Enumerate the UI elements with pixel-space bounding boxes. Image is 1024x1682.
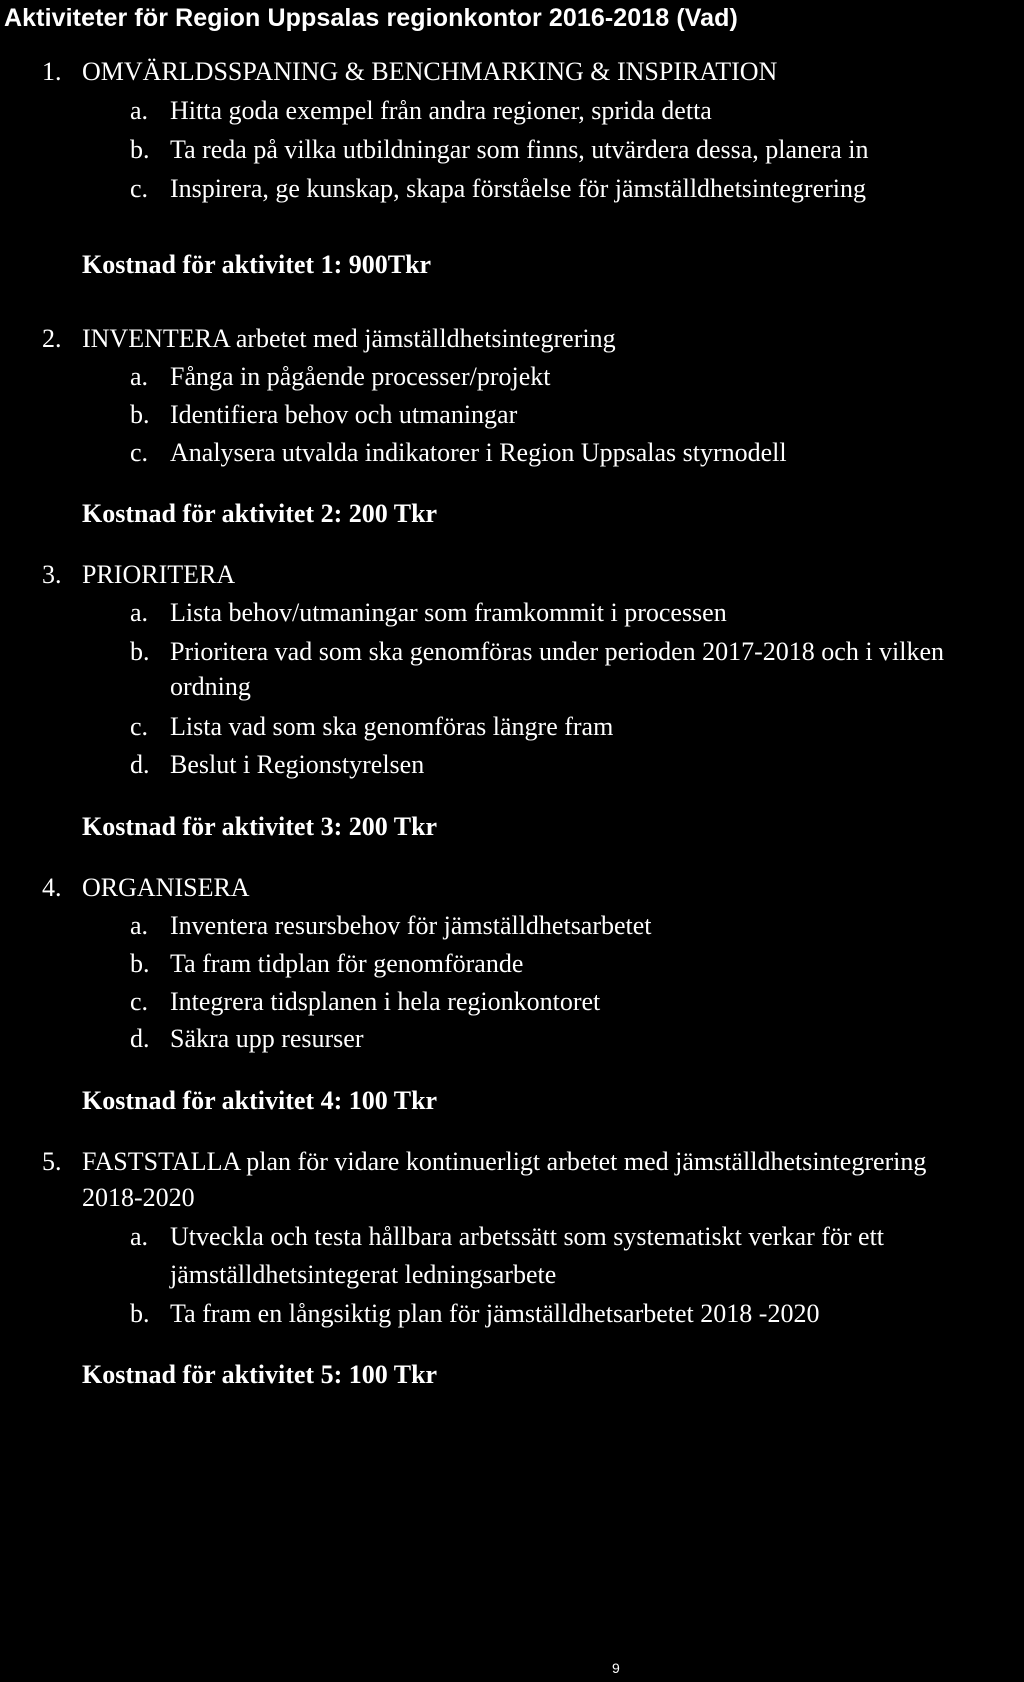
item-letter: a. xyxy=(130,362,149,391)
item-text: Ta reda på vilka utbildningar som finns, utvärdera dessa, planera in xyxy=(170,135,869,164)
item-text: Analysera utvalda indikatorer i Region Uppsalas styrnodell xyxy=(170,438,787,467)
item-text: Säkra upp resurser xyxy=(170,1024,364,1053)
item-letter: b. xyxy=(130,949,150,978)
item-text: Utveckla och testa hållbara arbetssätt som systematiskt verkar för ett xyxy=(170,1222,885,1251)
item-text: Lista behov/utmaningar som framkommit i processen xyxy=(170,598,727,627)
section-heading: INVENTERA arbetet med jämställdhetsintegrering xyxy=(82,324,616,353)
cost-line: Kostnad för aktivitet 1: 900Tkr xyxy=(82,250,432,279)
page-number: 9 xyxy=(612,1660,620,1676)
item-letter: b. xyxy=(130,1299,150,1328)
section-heading: PRIORITERA xyxy=(82,560,236,589)
item-text-continuation: jämställdhetsintegerat ledningsarbete xyxy=(170,1260,557,1289)
item-text: Ta fram en långsiktig plan för jämställdhetsarbetet 2018 -2020 xyxy=(170,1299,820,1328)
section-heading: OMVÄRLDSSPANING & BENCHMARKING & INSPIRATION xyxy=(82,57,778,86)
item-text: Integrera tidsplanen i hela regionkontoret xyxy=(170,987,601,1016)
item-letter: a. xyxy=(130,1222,149,1251)
cost-line: Kostnad för aktivitet 5: 100 Tkr xyxy=(82,1360,438,1389)
document-title: Aktiviteter för Region Uppsalas regionkontor 2016-2018 (Vad) xyxy=(4,4,738,32)
cost-line: Kostnad för aktivitet 4: 100 Tkr xyxy=(82,1086,438,1115)
section-number: 2. xyxy=(42,324,62,353)
item-text: Lista vad som ska genomföras längre fram xyxy=(170,712,614,741)
section-heading: ORGANISERA xyxy=(82,873,250,902)
item-text: Ta fram tidplan för genomförande xyxy=(170,949,524,978)
item-letter: d. xyxy=(130,750,150,779)
item-letter: b. xyxy=(130,400,150,429)
section-heading-continuation: 2018-2020 xyxy=(82,1183,195,1212)
item-text: Identifiera behov och utmaningar xyxy=(170,400,518,429)
cost-line: Kostnad för aktivitet 2: 200 Tkr xyxy=(82,499,438,528)
cost-line: Kostnad för aktivitet 3: 200 Tkr xyxy=(82,812,438,841)
item-text: Hitta goda exempel från andra regioner, sprida detta xyxy=(170,96,712,125)
item-letter: d. xyxy=(130,1024,150,1053)
item-letter: b. xyxy=(130,135,150,164)
item-text: Fånga in pågående processer/projekt xyxy=(170,362,551,391)
item-letter: a. xyxy=(130,598,149,627)
item-text-continuation: ordning xyxy=(170,672,251,701)
item-letter: b. xyxy=(130,637,150,666)
item-text: Beslut i Regionstyrelsen xyxy=(170,750,425,779)
item-letter: c. xyxy=(130,987,149,1016)
section-number: 1. xyxy=(42,57,62,86)
item-letter: c. xyxy=(130,174,149,203)
item-letter: a. xyxy=(130,96,149,125)
section-number: 4. xyxy=(42,873,62,902)
item-letter: a. xyxy=(130,911,149,940)
item-text: Inventera resursbehov för jämställdhetsarbetet xyxy=(170,911,652,940)
section-number: 3. xyxy=(42,560,62,589)
section-heading: FASTSTALLA plan för vidare kontinuerligt arbetet med jämställdhetsintegrering xyxy=(82,1147,927,1176)
section-number: 5. xyxy=(42,1147,62,1176)
item-text: Inspirera, ge kunskap, skapa förståelse för jämställdhetsintegrering xyxy=(170,174,866,203)
item-letter: c. xyxy=(130,438,149,467)
item-letter: c. xyxy=(130,712,149,741)
item-text: Prioritera vad som ska genomföras under perioden 2017-2018 och i vilken xyxy=(170,637,945,666)
